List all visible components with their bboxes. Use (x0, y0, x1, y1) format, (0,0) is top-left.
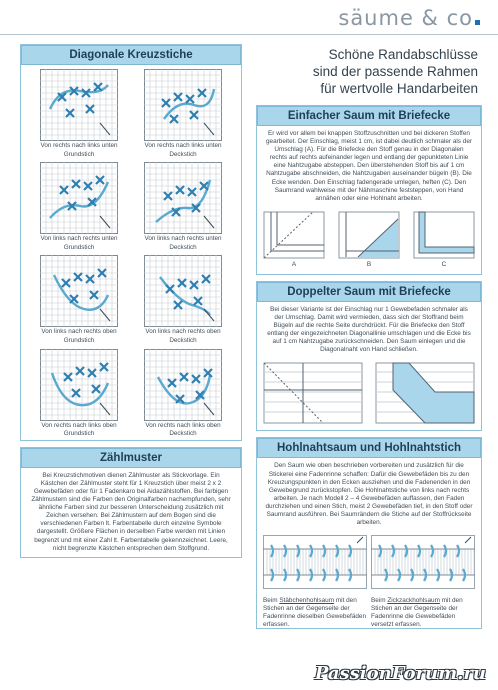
headline-line-3: für wertvolle Handarbeiten (320, 81, 478, 96)
zickzack-prefix: Beim (371, 597, 388, 605)
stitch-diagram-grid (21, 65, 241, 440)
stitch-grid-illustration (144, 255, 222, 327)
staebchen-item (263, 535, 367, 628)
doppelter-saum-panel (256, 281, 482, 432)
stitch-diagram-cell (27, 349, 131, 438)
brand-name: säume & co (338, 6, 473, 30)
zickzack-item (371, 535, 475, 628)
einfacher-saum-title: Einfacher Saum mit Briefecke (257, 106, 481, 126)
stitch-diagram-cell (131, 69, 235, 158)
hohlnaht-panel (256, 437, 482, 629)
doppelter-saum-title: Doppelter Saum mit Briefecke (257, 282, 481, 302)
kreuzstiche-panel (20, 44, 242, 441)
stitch-caption-direction: Von links nach rechts unten (144, 235, 222, 243)
diagram-a (263, 211, 325, 268)
staebchen-text (263, 597, 367, 628)
fold-diagram-b (338, 211, 400, 261)
stitch-caption-type: Deckstich (169, 430, 197, 438)
brand-logo (338, 6, 480, 30)
staebchen-prefix: Beim (263, 597, 280, 605)
top-divider (0, 34, 498, 35)
stitch-caption-direction: Von rechts nach links unten (144, 142, 222, 149)
briefecke-diagrams (257, 207, 481, 274)
zickzack-term: Zickzackhohlsaum (387, 597, 440, 605)
hohlnaht-title: Hohlnahtsaum und Hohlnahtstich (257, 438, 481, 458)
hohlnaht-text: Den Saum wie oben beschrieben vorbereiten und zusätzlich für die Stickerei eine Fadenrinne schaffen: Dafür die Gewebefäden bis zu den Kreuzungspunkten in den Ecken ausziehen und die Fadenenden in den Gewebegrund zurückstopfen. Die Hohlnahtstiche von links nach rechts arbeiten. Je nach Modell 2 – 4 Gewebefäden auffassen, den Faden durchziehen und einen Stich, meist 2 Gewebefäden tief, in den Stoff oder Saumrand ausführen. Bei Saumrändern die Stiche auf der Stoffrückseite arbeiten. (265, 462, 473, 527)
headline-line-2: sind der passende Rahmen (312, 64, 478, 79)
diagram-b (338, 211, 400, 268)
label-c: C (441, 260, 447, 268)
staebchen-diagram (263, 535, 367, 589)
stitch-caption-direction: Von links nach rechts unten (40, 235, 118, 243)
zaehlmuster-title: Zählmuster (21, 448, 241, 468)
double-hem-diagram-1 (263, 362, 363, 424)
stitch-grid-illustration (144, 349, 222, 421)
double-hem-diagram-2 (375, 362, 475, 424)
stitch-grid-illustration (40, 162, 118, 234)
stitch-diagram-cell (27, 162, 131, 251)
stitch-grid-illustration (40, 349, 118, 421)
stitch-caption-type: Grundstich (63, 336, 95, 344)
zickzack-rest: mit den Stichen an der Gegenseite der Fadenrinne die Gewebefäden versetzt erfassen. (371, 597, 463, 628)
diagram-c (413, 211, 475, 268)
label-b: B (366, 260, 372, 268)
label-a: A (291, 260, 297, 268)
stitch-diagram-cell (27, 69, 131, 158)
fold-diagram-c (413, 211, 475, 261)
zaehlmuster-panel (20, 447, 242, 558)
doppelter-diagrams (257, 358, 481, 430)
stitch-caption-type: Grundstich (63, 430, 95, 438)
einfacher-saum-text: Er wird vor allem bei knappen Stoffzuschnitten und bei dickeren Stoffen gearbeitet. Der Einschlag, meist 1 cm, ist dabei deutlich schmaler als der Umschlag (A). Für die Briefecke den Stoff genau in der Diagonalen rechts auf rechts aufeinander legen und entlang der gepunkteten Linie eine Nahtzugabe absteppen. Den überstehenden Stoff bis auf 1 cm Nahtzugabe abschneiden, die Nahtzugaben auseinander bügeln (B). Die Ecke wenden. Den Einschlag fadengerade umlegen, heften (C). Den Saumrand wahlweise mit der Nähmaschine feststeppen, von Hand annähen oder eine Hohlnaht arbeiten. (265, 130, 472, 202)
stitch-diagram-cell (27, 255, 131, 344)
brand-dot (475, 20, 480, 25)
fold-diagram-a (263, 211, 325, 261)
left-column (20, 44, 242, 558)
einfacher-saum-panel (256, 105, 482, 275)
stitch-grid-illustration (144, 162, 222, 234)
zickzack-diagram (371, 535, 475, 589)
stitch-caption-type: Grundstich (63, 243, 95, 251)
stitch-caption-direction: Von links nach rechts oben (41, 328, 117, 336)
kreuzstiche-title: Diagonale Kreuzstiche (21, 45, 241, 65)
stitch-diagram-cell (131, 255, 235, 344)
stitch-grid-illustration (40, 255, 118, 327)
stitch-grid-illustration (40, 69, 118, 141)
stitch-caption-direction: Von rechts nach links oben (145, 421, 221, 429)
stitch-caption-type: Deckstich (169, 336, 197, 344)
stitch-diagram-cell (131, 162, 235, 251)
hohlsaum-examples (257, 531, 481, 628)
zaehlmuster-text: Bei Kreuzstichmotiven dienen Zählmuster als Stickvorlage. Ein Kästchen der Zählmuster steht für 1 Kreuzstich über meist 2 x 2 Gewebefäden oder für 1 Fadenkaro bei Aidazählstoffen. Bei farbigen Zählmustern sind die Farben den Originalfarben nachempfunden, sehr ähnliche Farben sind zur besseren Unterscheidung zusätzlich mit Zeichen versehen. Bei Zählmustern auf dem Bogen sind die verschiedenen Farben lt. Farbentabelle durch einzelne Symbole dargestellt. Größere Flächen in derselben Farbe werden mit Linien begrenzt und mit einer Zahl lt. Farbentabelle gekennzeichnet. Leere, nicht begrenzte Kästchen entsprechen dem Stoffgrund. (31, 471, 231, 552)
zickzack-text (371, 597, 475, 628)
doppelter-saum-text: Bei dieser Variante ist der Einschlag nur 1 Gewebefaden schmaler als der Umschlag. Damit wird vermieden, dass sich der Stoffrand beim Bügeln auf die rechte Seite durchdrückt. Für die Briefecke den Stoff entlang der eingezeichneten Diagonallinie umschlagen und die Ecke bis auf 1 cm Nahtzugabe zurückschneiden. Den Saum einlegen und die Diagonalnaht von Hand schließen. (267, 305, 471, 354)
headline (256, 44, 482, 105)
stitch-caption-type: Deckstich (169, 243, 197, 251)
stitch-caption-type: Deckstich (169, 150, 197, 158)
stitch-diagram-cell (131, 349, 235, 438)
staebchen-rest: mit den Stichen an der Gegenseite der Fadenrinne dieselben Gewebefäden erfassen. (263, 597, 367, 628)
watermark: PassionForum.ru (314, 663, 486, 684)
stitch-caption-type: Grundstich (63, 150, 95, 158)
stitch-caption-direction: Von rechts nach links unten (40, 142, 118, 149)
stitch-caption-direction: Von links nach rechts oben (145, 328, 221, 336)
headline-line-1: Schöne Randabschlüsse (328, 47, 478, 62)
staebchen-term: Stäbchenhohlsaum (279, 597, 335, 605)
right-column (256, 44, 482, 629)
stitch-caption-direction: Von rechts nach links oben (41, 421, 117, 429)
stitch-grid-illustration (144, 69, 222, 141)
